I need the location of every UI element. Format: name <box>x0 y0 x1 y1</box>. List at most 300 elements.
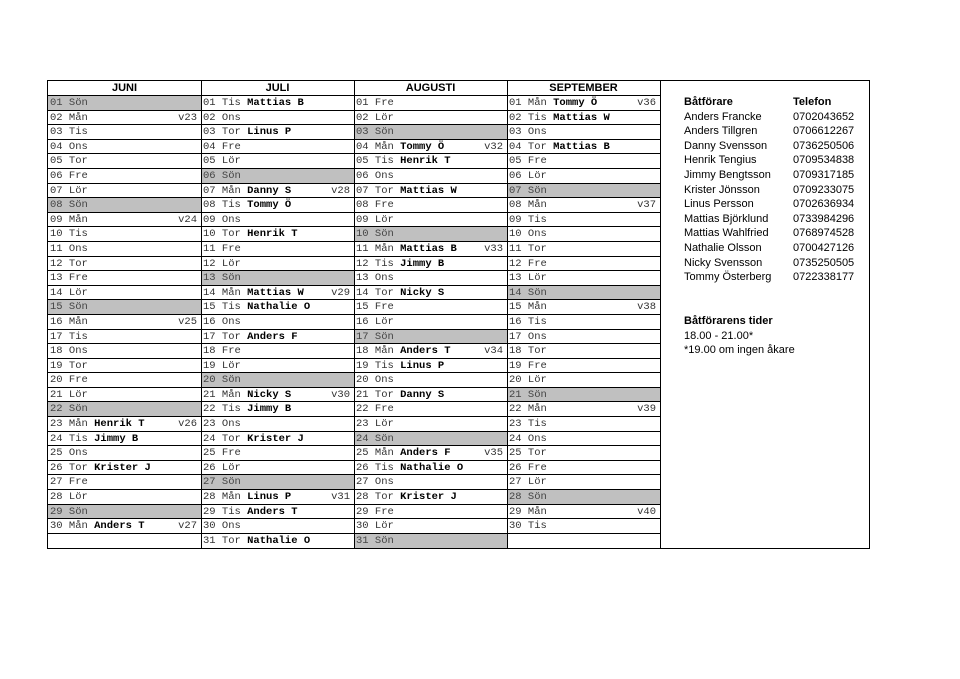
day-row <box>48 154 201 169</box>
day-label: 22 Mån <box>509 403 547 416</box>
day-label: 28 Lör <box>50 491 88 504</box>
day-label: 23 Tis <box>509 418 547 431</box>
day-label: 12 Tor <box>50 257 88 270</box>
week-number: v31 <box>331 491 350 504</box>
day-label: 10 Tor <box>203 228 241 241</box>
day-label: 11 Fre <box>203 242 241 255</box>
contacts-panel <box>662 95 862 358</box>
day-label: 11 Tor <box>509 242 547 255</box>
day-label: 03 Tis <box>50 126 88 139</box>
day-row <box>507 286 660 301</box>
column-divider <box>354 81 355 548</box>
day-row <box>201 446 354 461</box>
day-row <box>201 140 354 155</box>
driver-name: Mattias W <box>400 184 457 197</box>
day-label: 01 Tis <box>203 97 241 109</box>
day-label: 16 Tis <box>509 315 547 328</box>
contacts-header-phone: Telefon <box>793 96 832 108</box>
day-row <box>507 388 660 403</box>
day-label: 24 Sön <box>356 432 394 445</box>
day-label: 24 Ons <box>509 432 547 445</box>
driver-name: Jimmy B <box>400 257 445 270</box>
day-row <box>48 519 201 534</box>
driver-name: Krister J <box>400 491 457 504</box>
contact-phone: 0768974528 <box>793 227 855 240</box>
day-label: 12 Fre <box>509 257 547 270</box>
day-row <box>201 388 354 403</box>
day-row <box>354 359 507 374</box>
contact-name: Danny Svensson <box>684 139 768 152</box>
contact-phone: 0736250506 <box>793 139 855 152</box>
contact-name: Mattias Björklund <box>684 212 769 225</box>
day-row <box>48 315 201 330</box>
day-row <box>507 213 660 228</box>
day-row <box>354 300 507 315</box>
day-label: 12 Lör <box>203 257 241 270</box>
driver-name: Anders T <box>247 505 298 518</box>
day-row <box>507 257 660 272</box>
day-row <box>507 446 660 461</box>
driver-name: Danny S <box>400 388 445 401</box>
day-row <box>354 184 507 199</box>
day-label: 17 Tor <box>203 330 241 343</box>
day-row <box>48 344 201 359</box>
driver-name: Henrik T <box>94 418 145 431</box>
day-label: 01 Fre <box>356 97 394 109</box>
day-label: 07 Mån <box>203 184 241 197</box>
hours-time: 18.00 - 21.00* <box>684 329 754 342</box>
day-row <box>201 286 354 301</box>
day-row <box>507 344 660 359</box>
day-row <box>507 402 660 417</box>
month-column-juni <box>48 81 201 548</box>
driver-name: Mattias B <box>553 140 610 153</box>
day-label: 14 Sön <box>509 286 547 299</box>
day-label: 14 Lör <box>50 286 88 299</box>
driver-name: Anders T <box>94 520 145 533</box>
day-row <box>507 242 660 257</box>
day-label: 29 Fre <box>356 505 394 518</box>
day-label: 11 Mån <box>356 242 394 255</box>
day-row <box>201 359 354 374</box>
driver-name: Nathalie O <box>400 461 464 474</box>
driver-name: Jimmy B <box>94 432 139 445</box>
day-label: 19 Fre <box>509 359 547 372</box>
contacts-header <box>662 95 862 110</box>
day-label: 03 Ons <box>509 126 547 139</box>
day-label: 26 Tis <box>356 461 394 474</box>
month-column-juli <box>201 81 354 548</box>
driver-name: Tommy Ö <box>247 199 292 212</box>
driver-name: Anders F <box>247 330 298 343</box>
week-number: v28 <box>331 184 350 197</box>
day-row <box>354 227 507 242</box>
day-label: 30 Tis <box>509 520 547 533</box>
day-label: 20 Fre <box>50 374 88 387</box>
day-label: 28 Sön <box>509 491 547 504</box>
day-row <box>507 169 660 184</box>
day-row <box>201 271 354 286</box>
day-row <box>507 534 660 549</box>
contact-row <box>662 226 862 241</box>
day-row <box>201 242 354 257</box>
day-label: 08 Sön <box>50 199 88 212</box>
month-header: JUNI <box>48 81 201 96</box>
contact-phone: 0709534838 <box>793 154 855 167</box>
schedule-sheet <box>47 80 870 549</box>
contact-phone: 0733984296 <box>793 212 855 225</box>
driver-name: Jimmy B <box>247 403 292 416</box>
day-row <box>48 432 201 447</box>
contact-row <box>662 124 862 139</box>
day-label: 13 Sön <box>203 272 241 285</box>
day-row <box>354 519 507 534</box>
driver-name: Henrik T <box>247 228 298 241</box>
day-row <box>354 388 507 403</box>
day-row <box>201 315 354 330</box>
day-row <box>507 227 660 242</box>
contact-phone: 0709317185 <box>793 168 855 181</box>
day-row <box>201 417 354 432</box>
day-row <box>507 359 660 374</box>
day-label: 31 Tor <box>203 534 241 547</box>
week-number: v33 <box>484 242 503 255</box>
day-row <box>507 125 660 140</box>
day-label: 30 Lör <box>356 520 394 533</box>
day-label: 07 Tor <box>356 184 394 197</box>
contact-name: Nathalie Olsson <box>684 241 762 254</box>
day-label: 21 Lör <box>50 388 88 401</box>
day-label: 23 Ons <box>203 418 241 431</box>
day-label: 20 Lör <box>509 374 547 387</box>
day-row <box>48 257 201 272</box>
day-label: 15 Tis <box>203 301 241 314</box>
week-number: v36 <box>637 97 656 109</box>
contact-phone: 0700427126 <box>793 241 855 254</box>
day-row <box>48 446 201 461</box>
day-row <box>201 402 354 417</box>
driver-name: Anders F <box>400 447 451 460</box>
day-label: 05 Tor <box>50 155 88 168</box>
day-row <box>201 213 354 228</box>
driver-name: Henrik T <box>400 155 451 168</box>
day-label: 14 Tor <box>356 286 394 299</box>
day-label: 10 Tis <box>50 228 88 241</box>
day-row <box>201 330 354 345</box>
day-label: 14 Mån <box>203 286 241 299</box>
day-row <box>48 286 201 301</box>
day-row <box>354 402 507 417</box>
day-row <box>48 213 201 228</box>
day-label: 24 Tis <box>50 432 88 445</box>
day-label: 03 Sön <box>356 126 394 139</box>
week-number: v34 <box>484 345 503 358</box>
day-row <box>507 505 660 520</box>
day-row <box>48 140 201 155</box>
month-column-september <box>507 81 660 548</box>
day-row <box>201 111 354 126</box>
day-label: 28 Mån <box>203 491 241 504</box>
day-label: 04 Ons <box>50 140 88 153</box>
day-row <box>201 490 354 505</box>
hours-title-row <box>662 314 862 329</box>
day-label: 05 Lör <box>203 155 241 168</box>
driver-name: Krister J <box>247 432 304 445</box>
day-label: 16 Ons <box>203 315 241 328</box>
contact-row <box>662 110 862 125</box>
day-label: 08 Mån <box>509 199 547 212</box>
contact-row <box>662 241 862 256</box>
day-label: 09 Lör <box>356 213 394 226</box>
contact-name: Mattias Wahlfried <box>684 227 769 240</box>
day-label: 15 Fre <box>356 301 394 314</box>
driver-name: Mattias W <box>553 111 610 124</box>
driver-name: Nathalie O <box>247 301 311 314</box>
column-divider <box>201 81 202 548</box>
day-row <box>507 373 660 388</box>
day-label: 08 Fre <box>356 199 394 212</box>
day-label: 22 Fre <box>356 403 394 416</box>
day-label: 02 Tis <box>509 111 547 124</box>
hours-note: *19.00 om ingen åkare <box>684 344 795 357</box>
day-row <box>507 111 660 126</box>
day-label: 27 Ons <box>356 476 394 489</box>
driver-name: Mattias B <box>247 97 304 109</box>
contact-name: Jimmy Bengtsson <box>684 168 771 181</box>
day-row <box>48 417 201 432</box>
day-row <box>354 490 507 505</box>
day-row <box>507 432 660 447</box>
day-label: 27 Sön <box>203 476 241 489</box>
day-row <box>48 388 201 403</box>
day-label: 25 Ons <box>50 447 88 460</box>
day-label: 29 Sön <box>50 505 88 518</box>
driver-name: Nicky S <box>400 286 445 299</box>
day-row <box>507 475 660 490</box>
day-label: 21 Mån <box>203 388 241 401</box>
day-row <box>354 534 507 549</box>
day-label: 09 Mån <box>50 213 88 226</box>
day-label: 31 Sön <box>356 534 394 547</box>
contact-phone: 0709233075 <box>793 183 855 196</box>
day-label: 06 Lör <box>509 169 547 182</box>
day-row <box>201 534 354 549</box>
day-label: 10 Ons <box>509 228 547 241</box>
contact-phone: 0722338177 <box>793 271 855 284</box>
week-number: v30 <box>331 388 350 401</box>
month-column-augusti <box>354 81 507 548</box>
day-row <box>201 198 354 213</box>
day-row <box>354 432 507 447</box>
day-label: 19 Tis <box>356 359 394 372</box>
driver-name: Tommy Ö <box>553 97 598 109</box>
day-label: 02 Mån <box>50 111 88 124</box>
day-row <box>354 125 507 140</box>
day-row <box>354 242 507 257</box>
month-header: AUGUSTI <box>354 81 507 96</box>
day-row <box>354 446 507 461</box>
contact-name: Tommy Österberg <box>684 271 772 284</box>
day-label: 04 Fre <box>203 140 241 153</box>
day-row <box>354 461 507 476</box>
day-label: 27 Fre <box>50 476 88 489</box>
contact-phone: 0702636934 <box>793 198 855 211</box>
contacts-header-name: Båtförare <box>684 96 733 108</box>
day-label: 18 Mån <box>356 345 394 358</box>
day-label: 16 Lör <box>356 315 394 328</box>
day-row <box>354 417 507 432</box>
day-row <box>201 300 354 315</box>
day-label: 26 Tor <box>50 461 88 474</box>
day-row <box>354 213 507 228</box>
week-number: v40 <box>637 505 656 518</box>
day-row <box>48 111 201 126</box>
day-label: 04 Tor <box>509 140 547 153</box>
day-label: 20 Ons <box>356 374 394 387</box>
day-label: 02 Ons <box>203 111 241 124</box>
contact-row <box>662 183 862 198</box>
day-label: 22 Tis <box>203 403 241 416</box>
day-row <box>354 315 507 330</box>
day-row <box>48 373 201 388</box>
day-row <box>201 227 354 242</box>
week-number: v38 <box>637 301 656 314</box>
day-row <box>201 344 354 359</box>
driver-name: Linus P <box>400 359 445 372</box>
day-row <box>354 286 507 301</box>
day-row <box>201 154 354 169</box>
driver-name: Mattias W <box>247 286 304 299</box>
day-row <box>201 505 354 520</box>
day-label: 19 Lör <box>203 359 241 372</box>
day-label: 17 Tis <box>50 330 88 343</box>
day-row <box>48 198 201 213</box>
hours-note-row <box>662 343 862 358</box>
contact-row <box>662 197 862 212</box>
day-row <box>507 490 660 505</box>
day-row <box>48 242 201 257</box>
contact-row <box>662 256 862 271</box>
contact-row <box>662 168 862 183</box>
hours-title: Båtförarens tider <box>684 314 773 327</box>
day-row <box>201 475 354 490</box>
driver-name: Nicky S <box>247 388 292 401</box>
day-label: 13 Lör <box>509 272 547 285</box>
day-row <box>354 505 507 520</box>
day-label: 01 Mån <box>509 97 547 109</box>
contact-name: Anders Tillgren <box>684 125 758 138</box>
day-row <box>48 475 201 490</box>
day-label: 22 Sön <box>50 403 88 416</box>
day-label: 07 Lör <box>50 184 88 197</box>
contact-row <box>662 270 862 285</box>
day-row <box>507 519 660 534</box>
day-row <box>354 140 507 155</box>
day-row <box>201 169 354 184</box>
contact-name: Nicky Svensson <box>684 256 763 269</box>
day-label: 21 Tor <box>356 388 394 401</box>
day-label: 07 Sön <box>509 184 547 197</box>
day-label: 13 Ons <box>356 272 394 285</box>
day-row <box>507 315 660 330</box>
day-label: 17 Ons <box>509 330 547 343</box>
driver-name: Tommy Ö <box>400 140 445 153</box>
day-label: 11 Ons <box>50 242 88 255</box>
week-number: v23 <box>178 111 197 124</box>
day-row <box>507 461 660 476</box>
day-row <box>507 330 660 345</box>
day-label: 18 Fre <box>203 345 241 358</box>
day-row <box>507 140 660 155</box>
week-number: v39 <box>637 403 656 416</box>
day-row <box>354 373 507 388</box>
day-label: 23 Mån <box>50 418 88 431</box>
day-label: 15 Sön <box>50 301 88 314</box>
day-label: 10 Sön <box>356 228 394 241</box>
day-label: 26 Lör <box>203 461 241 474</box>
day-row <box>354 257 507 272</box>
column-divider <box>507 81 508 548</box>
day-label: 03 Tor <box>203 126 241 139</box>
day-label: 08 Tis <box>203 199 241 212</box>
column-divider <box>660 81 661 548</box>
day-row <box>48 271 201 286</box>
day-row <box>201 461 354 476</box>
day-row <box>507 184 660 199</box>
day-row <box>507 154 660 169</box>
contact-phone: 0702043652 <box>793 110 855 123</box>
day-label: 06 Sön <box>203 169 241 182</box>
day-label: 29 Tis <box>203 505 241 518</box>
day-label: 17 Sön <box>356 330 394 343</box>
week-number: v24 <box>178 213 197 226</box>
contact-name: Krister Jönsson <box>684 183 760 196</box>
day-label: 18 Tor <box>509 345 547 358</box>
day-row <box>201 257 354 272</box>
day-row <box>354 475 507 490</box>
day-label: 12 Tis <box>356 257 394 270</box>
week-number: v29 <box>331 286 350 299</box>
day-row <box>354 169 507 184</box>
day-label: 26 Fre <box>509 461 547 474</box>
day-row <box>48 490 201 505</box>
day-row <box>354 96 507 111</box>
contact-phone: 0706612267 <box>793 125 855 138</box>
day-row <box>48 96 201 111</box>
day-row <box>48 534 201 549</box>
driver-name: Mattias B <box>400 242 457 255</box>
driver-name: Anders T <box>400 345 451 358</box>
day-row <box>354 271 507 286</box>
day-label: 20 Sön <box>203 374 241 387</box>
day-row <box>201 184 354 199</box>
week-number: v26 <box>178 418 197 431</box>
day-label: 05 Fre <box>509 155 547 168</box>
day-row <box>201 432 354 447</box>
contact-name: Anders Francke <box>684 110 762 123</box>
day-label: 06 Ons <box>356 169 394 182</box>
day-row <box>201 519 354 534</box>
day-row <box>354 330 507 345</box>
day-label: 19 Tor <box>50 359 88 372</box>
day-row <box>201 125 354 140</box>
day-label: 15 Mån <box>509 301 547 314</box>
day-row <box>201 373 354 388</box>
day-row <box>507 300 660 315</box>
day-row <box>354 111 507 126</box>
day-row <box>48 359 201 374</box>
day-label: 23 Lör <box>356 418 394 431</box>
